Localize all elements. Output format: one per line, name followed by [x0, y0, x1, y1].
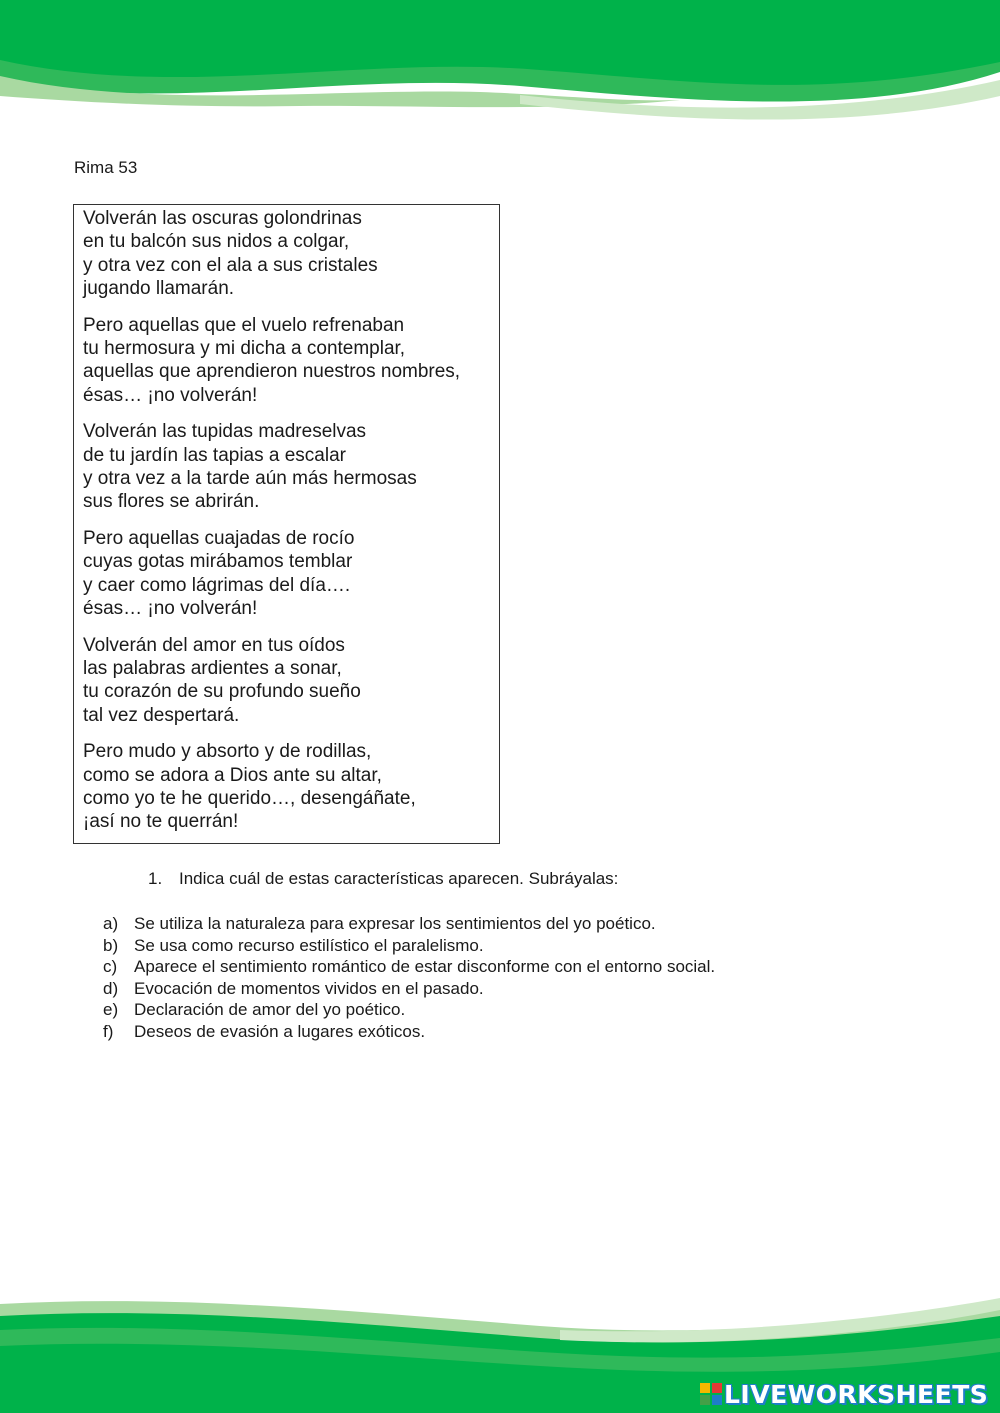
option-item	[103, 978, 715, 1000]
brand-name: LIVEWORKSHEETS	[724, 1379, 989, 1409]
poem-line: de tu jardín las tapias a escalar	[83, 444, 346, 466]
option-letter: c)	[103, 957, 118, 976]
option-letter: d)	[103, 978, 119, 998]
poem-line: Pero mudo y absorto y de rodillas,	[83, 741, 372, 763]
liveworksheets-brand	[700, 1376, 988, 1412]
poem-line: Volverán las oscuras golondrinas	[83, 208, 362, 229]
poem-line: Pero aquellas cuajadas de rocío	[83, 528, 355, 550]
question-number: 1.	[148, 869, 163, 888]
option-text: Deseos de evasión a lugares exóticos.	[134, 1021, 426, 1041]
options-list	[103, 913, 715, 1042]
poem-line: ésas… ¡no volverán!	[83, 597, 258, 619]
poem-line: ¡así no te querrán!	[83, 811, 239, 833]
poem-line: cuyas gotas mirábamos temblar	[83, 551, 353, 573]
option-item	[103, 999, 715, 1021]
option-item	[103, 935, 715, 957]
poem-line: y otra vez a la tarde aún más hermosas	[83, 467, 417, 489]
option-item	[103, 913, 715, 935]
option-item	[103, 956, 715, 978]
poem-line: ésas… ¡no volverán!	[83, 384, 258, 406]
poem-line: jugando llamarán.	[83, 277, 235, 299]
page-title: Rima 53	[74, 158, 138, 177]
option-text: Se usa como recurso estilístico el paralelismo.	[134, 935, 484, 955]
poem-line: aquellas que aprendieron nuestros nombres,	[83, 361, 461, 383]
poem-box	[73, 204, 500, 844]
poem-stanza	[83, 634, 499, 727]
poem-line: Volverán las tupidas madreselvas	[83, 421, 367, 443]
poem-line: tal vez despertará.	[83, 704, 240, 726]
poem-stanza	[83, 420, 499, 513]
poem-line: en tu balcón sus nidos a colgar,	[83, 231, 350, 253]
header-wave-banner	[0, 0, 1000, 135]
poem-line: las palabras ardientes a sonar,	[83, 658, 342, 680]
poem-line: como se adora a Dios ante su altar,	[83, 764, 382, 786]
liveworksheets-icon	[700, 1383, 722, 1405]
poem-line: sus flores se abrirán.	[83, 491, 260, 513]
option-text: Evocación de momentos vividos en el pasado.	[134, 978, 484, 998]
poem-line: y caer como lágrimas del día….	[83, 574, 351, 596]
question-text: Indica cuál de estas características aparecen. Subráyalas:	[179, 869, 619, 888]
option-letter: e)	[103, 1000, 119, 1019]
poem-stanza	[83, 314, 499, 407]
poem-line: y otra vez con el ala a sus cristales	[83, 254, 378, 276]
option-letter: f)	[103, 1021, 114, 1041]
poem-stanza	[83, 527, 499, 620]
poem-stanza	[83, 740, 499, 833]
option-text: Aparece el sentimiento romántico de estar disconforme con el entorno social.	[134, 957, 716, 976]
question-1	[148, 869, 618, 889]
option-item	[103, 1021, 715, 1043]
option-text: Se utiliza la naturaleza para expresar los sentimientos del yo poético.	[134, 914, 656, 933]
option-text: Declaración de amor del yo poético.	[134, 1000, 406, 1019]
poem-line: tu hermosura y mi dicha a contemplar,	[83, 337, 406, 359]
option-letter: a)	[103, 914, 119, 933]
poem-line: tu corazón de su profundo sueño	[83, 681, 361, 703]
poem-line: como yo te he querido…, desengáñate,	[83, 788, 416, 810]
option-letter: b)	[103, 935, 119, 955]
poem-line: Pero aquellas que el vuelo refrenaban	[83, 314, 405, 336]
poem-stanza	[83, 207, 499, 300]
poem-line: Volverán del amor en tus oídos	[83, 634, 345, 656]
